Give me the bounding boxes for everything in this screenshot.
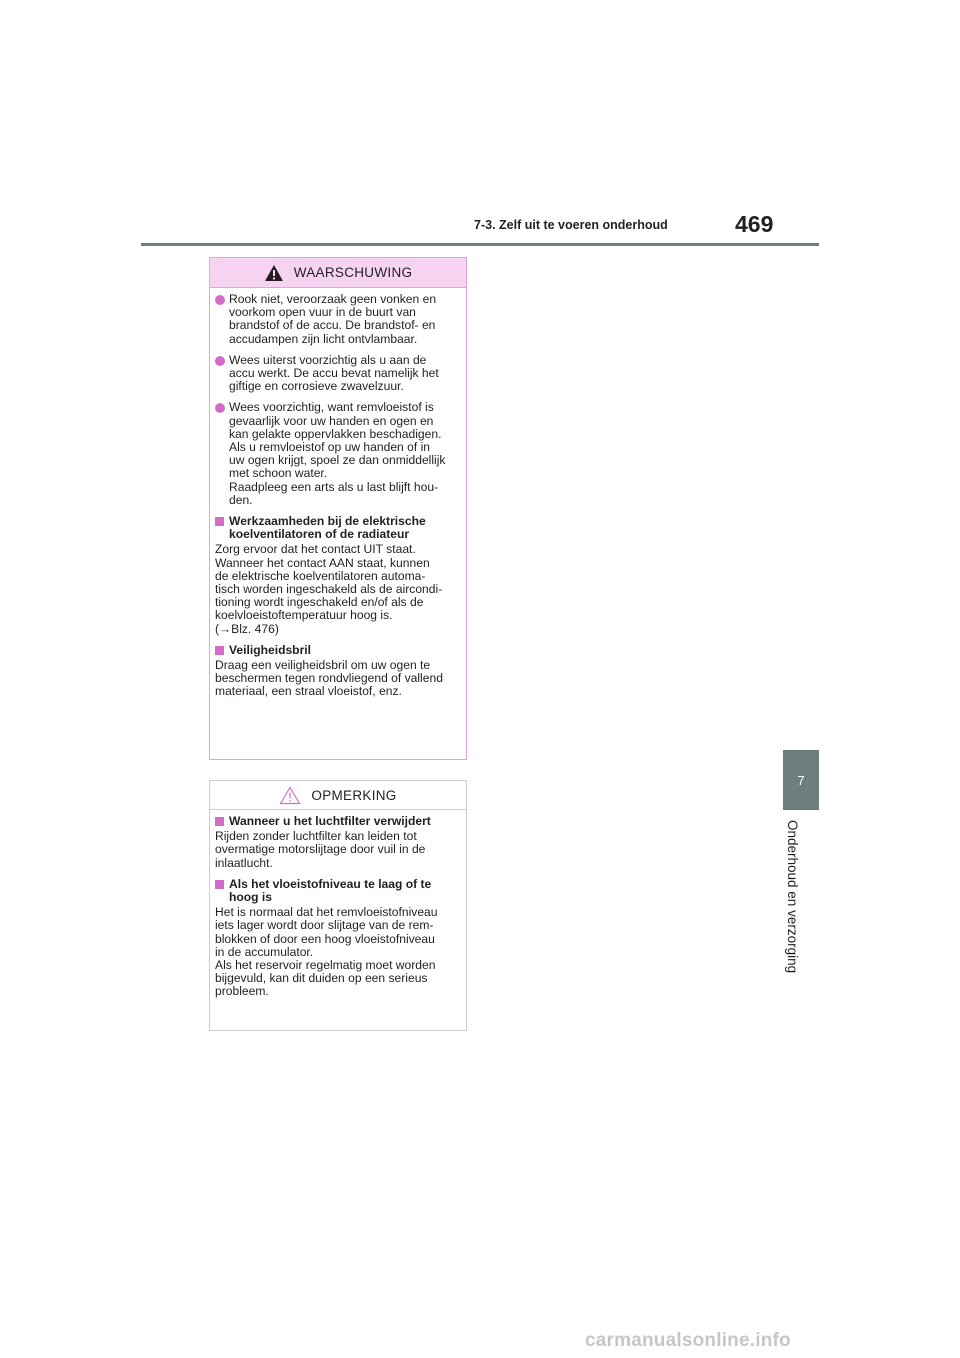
warning-section-text: Zorg ervoor dat het contact UIT staat. Wanneer het contact AAN staat, kunnen de elektrische koelventilatoren automa- tisch worden ingeschakeld als de aircondi- tioning wordt ingeschakeld en/of als de koelvloeistoftemperatuur hoog is. (→Blz. 476) bbox=[215, 542, 443, 636]
warning-section-heading: Werkzaamheden bij de elektrische koelventilatoren of de radiateur bbox=[215, 515, 460, 541]
notice-header bbox=[210, 781, 466, 810]
bullet-dot-icon bbox=[215, 295, 225, 305]
chapter-label: Onderhoud en verzorging bbox=[785, 820, 800, 974]
warning-bullet-text: Wees voorzichtig, want remvloeistof is gevaarlijk voor uw handen en ogen en kan gelakte oppervlakken beschadigen. Als u remvloeistof op uw handen of in uw ogen krijgt, spoel ze dan onmiddellijk met schoon water. Raadpleeg een arts als u last blijft hou- den. bbox=[229, 400, 446, 507]
chapter-number: 7 bbox=[797, 772, 805, 788]
warning-body bbox=[210, 288, 466, 699]
chapter-tab[interactable] bbox=[783, 750, 819, 810]
warning-box bbox=[209, 257, 467, 760]
square-bullet-icon bbox=[215, 817, 224, 826]
warning-section-text: Draag een veiligheidsbril om uw ogen te beschermen tegen rondvliegend of vallend materiaal, een straal vloeistof, enz. bbox=[215, 658, 443, 699]
square-bullet-icon bbox=[215, 646, 224, 655]
notice-section-heading: Als het vloeistofniveau te laag of te hoog is bbox=[215, 878, 460, 904]
warning-triangle-icon bbox=[264, 264, 284, 282]
notice-section-text: Rijden zonder luchtfilter kan leiden tot overmatige motorslijtage door vuil in de inlaatlucht. bbox=[215, 829, 426, 870]
warning-bullet bbox=[215, 401, 460, 507]
notice-section-heading: Wanneer u het luchtfilter verwijdert bbox=[215, 815, 460, 828]
warning-section-heading: Veiligheidsbril bbox=[215, 644, 460, 657]
page-number: 469 bbox=[735, 211, 774, 237]
bullet-dot-icon bbox=[215, 403, 225, 413]
notice-body bbox=[210, 810, 466, 999]
notice-title: OPMERKING bbox=[311, 787, 397, 803]
watermark: carmanualsonline.info bbox=[585, 1330, 791, 1351]
warning-title: WAARSCHUWING bbox=[293, 265, 413, 280]
square-bullet-icon bbox=[215, 517, 224, 526]
warning-bullet-text: Rook niet, veroorzaak geen vonken en voorkom open vuur in de buurt van brandstof of de accu. De brandstof- en accudampen zijn licht ontvlambaar. bbox=[229, 292, 437, 346]
warning-bullet bbox=[215, 354, 460, 394]
square-bullet-icon bbox=[215, 880, 224, 889]
notice-box bbox=[209, 780, 467, 1031]
notice-triangle-icon bbox=[279, 786, 301, 805]
bullet-dot-icon bbox=[215, 356, 225, 366]
notice-section-text: Het is normaal dat het remvloeistofniveau iets lager wordt door slijtage van de rem- blokken of door een hoog vloeistofniveau in de accumulator. Als het reservoir regelmatig moet worden bijgevuld, kan dit duiden op een serieus probleem. bbox=[215, 905, 438, 999]
section-title: 7-3. Zelf uit te voeren onderhoud bbox=[474, 218, 668, 232]
warning-bullet bbox=[215, 293, 460, 346]
warning-header bbox=[210, 258, 466, 288]
warning-bullet-text: Wees uiterst voorzichtig als u aan de accu werkt. De accu bevat namelijk het giftige en corrosieve zwavelzuur. bbox=[229, 352, 439, 394]
header-divider bbox=[141, 243, 819, 246]
